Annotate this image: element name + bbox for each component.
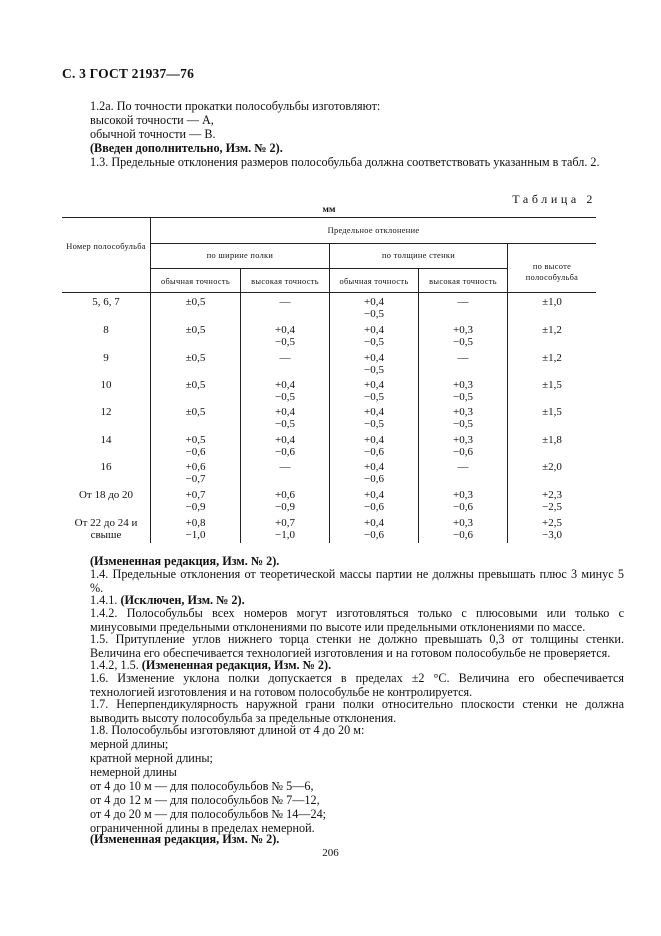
table-cell: +0,4 −0,5 — [364, 379, 384, 403]
length-item: кратной мерной длины; — [90, 751, 213, 765]
table-top-rule — [62, 217, 596, 218]
length-item: от 4 до 20 м — для полособульбов № 14—24; — [90, 807, 327, 821]
page-header: С. 3 ГОСТ 21937—76 — [62, 66, 195, 81]
note-edition-2-text: (Измененная редакция, Изм. № 2). — [90, 832, 280, 846]
table-cell: 10 — [100, 379, 112, 391]
table-cell: +0,4 −0,5 — [364, 406, 384, 430]
clause-1-4-2: 1.4.2. Полособульбы всех номеров могут изготовляться только с плюсовыми или только с минусовыми предельными отклонениями по высоте или предельными отклонениями по массе. — [90, 606, 624, 634]
clause-1-4: 1.4. Предельные отклонения от теоретической массы партии не должны превышать плюс 3 минус 5 %. — [90, 567, 624, 595]
table-cell: 14 — [100, 434, 112, 446]
table-cell: +2,5 −3,0 — [542, 517, 562, 541]
table-cell: +0,7 −1,0 — [275, 517, 295, 541]
header-flange-width: по ширине полки — [206, 251, 274, 260]
table-cell: +0,3 −0,6 — [453, 489, 473, 513]
table-cell: 12 — [100, 406, 112, 418]
table-cell: 8 — [103, 324, 109, 336]
table-caption: Таблица 2 — [512, 192, 596, 206]
clause-1-7: 1.7. Неперпендикулярность наружной грани полки относительно плоскости стенки не должна выводить высоту полособульба за предельные отклонения. — [90, 697, 624, 725]
length-item: ограниченной длины в пределах немерной. — [90, 821, 315, 835]
table-cell: ±1,5 — [542, 379, 562, 391]
table-cell: — — [279, 352, 291, 364]
table-cell: +0,7 −0,9 — [185, 489, 206, 513]
header-deviation: Предельное отклонение — [327, 226, 420, 235]
table-cell: +0,4 −0,5 — [275, 324, 295, 348]
accuracy-normal: обычной точности — В. — [90, 127, 216, 141]
table-cell: +0,3 −0,6 — [453, 517, 473, 541]
clause-1-4-2-1-5-num: 1.4.2, 1.5. — [90, 658, 142, 672]
table-cell: +0,6 −0,9 — [275, 489, 295, 513]
note-edition-1-text: (Измененная редакция, Изм. № 2). — [90, 554, 280, 568]
amendment-note — [62, 142, 624, 156]
table-cell: +0,3 −0,5 — [453, 324, 473, 348]
header-normal-thickness: обычная точность — [339, 277, 409, 286]
clause-1-8: 1.8. Полособульбы изготовляют длиной от 4 до 20 м: — [90, 723, 365, 737]
clause-1-4-2-1-5-note: (Измененная редакция, Изм. № 2). — [141, 658, 332, 672]
table-cell: ±1,2 — [542, 324, 562, 336]
header-high-thickness: высокая точность — [429, 277, 497, 286]
table-cell: — — [457, 352, 469, 364]
table-cell: +0,4 −0,5 — [275, 379, 295, 403]
table-cell: От 18 до 20 — [78, 489, 134, 501]
clause-1-4-1-num: 1.4.1. — [90, 593, 121, 607]
table-rule-deviation — [151, 243, 596, 244]
header-normal-width: обычная точность — [160, 277, 231, 286]
table-cell: +0,4 −0,6 — [364, 461, 384, 485]
clause-1-2a: 1.2а. По точности прокатки полособульбы изготовляют: — [90, 99, 381, 113]
table-cell: +0,8 −1,0 — [185, 517, 206, 541]
length-item: от 4 до 10 м — для полособульбов № 5—6, — [90, 779, 314, 793]
table-cell: ±1,2 — [542, 352, 562, 364]
table-cell: ±0,5 — [185, 379, 206, 391]
header-number: Номер полособульба — [66, 242, 146, 251]
table-cell: ±0,5 — [185, 324, 206, 336]
table-cell: ±0,5 — [185, 352, 206, 364]
note-edition-2 — [62, 833, 624, 847]
table-cell: — — [279, 461, 291, 473]
table-cell: ±0,5 — [185, 296, 206, 308]
amendment-note-text: (Введен дополнительно, Изм. № 2). — [90, 141, 283, 155]
table-cell: ±1,5 — [542, 406, 562, 418]
table-cell: ±1,8 — [542, 434, 562, 446]
table-cell: 9 — [103, 352, 109, 364]
clause-1-3: 1.3. Предельные отклонения размеров полособульба должна соответствовать указанным в табл. 2. — [90, 155, 600, 169]
table-cell: +0,4 −0,5 — [364, 352, 384, 376]
table-cell: +0,4 −0,5 — [275, 406, 295, 430]
table-cell: 5, 6, 7 — [92, 296, 120, 308]
table-cell: +2,3 −2,5 — [542, 489, 562, 513]
clause-1-4-1-note: (Исключен, Изм. № 2). — [120, 593, 245, 607]
table-cell: +0,4 −0,6 — [275, 434, 295, 458]
table-cell: ±1,0 — [542, 296, 562, 308]
table-cell: — — [457, 461, 469, 473]
table-cell: От 22 до 24 и свыше — [74, 517, 138, 541]
table-cell: ±0,5 — [185, 406, 206, 418]
table-units: мм — [322, 205, 336, 215]
clause-1-5: 1.5. Притупление углов нижнего торца стенки не должно превышать 0,3 от толщины стенки. Величина его обеспечивается технологией изготовления и на готовом полособульбе не проверяется. — [90, 632, 624, 660]
table-cell: +0,3 −0,6 — [453, 434, 473, 458]
length-item: мерной длины; — [90, 737, 169, 751]
table-cell: +0,3 −0,5 — [453, 379, 473, 403]
length-item: от 4 до 12 м — для полособульбов № 7—12, — [90, 793, 320, 807]
length-item: немерной длины — [90, 765, 177, 779]
table-cell: +0,4 −0,5 — [364, 324, 384, 348]
table-cell: ±2,0 — [542, 461, 562, 473]
table-cell: +0,4 −0,6 — [364, 517, 384, 541]
table-cell: — — [279, 296, 291, 308]
header-height: по высоте полособульба — [525, 262, 579, 282]
table-cell: +0,5 −0,6 — [185, 434, 206, 458]
accuracy-high: высокой точности — А, — [90, 113, 214, 127]
table-cell: +0,3 −0,5 — [453, 406, 473, 430]
clause-1-6: 1.6. Изменение уклона полки допускается в пределах ±2 °С. Величина его обеспечивается технологией изготовления и на готовом полособульбе не контролируется. — [90, 671, 624, 699]
header-web-thickness: по толщине стенки — [381, 251, 456, 260]
header-high-width: высокая точность — [251, 277, 319, 286]
table-cell: +0,4 −0,5 — [364, 296, 384, 320]
table-cell: +0,4 −0,6 — [364, 434, 384, 458]
table-cell: +0,6 −0,7 — [185, 461, 206, 485]
table-cell: +0,4 −0,6 — [364, 489, 384, 513]
page-number: 206 — [322, 847, 339, 859]
table-cell: — — [457, 296, 469, 308]
table-cell: 16 — [100, 461, 112, 473]
